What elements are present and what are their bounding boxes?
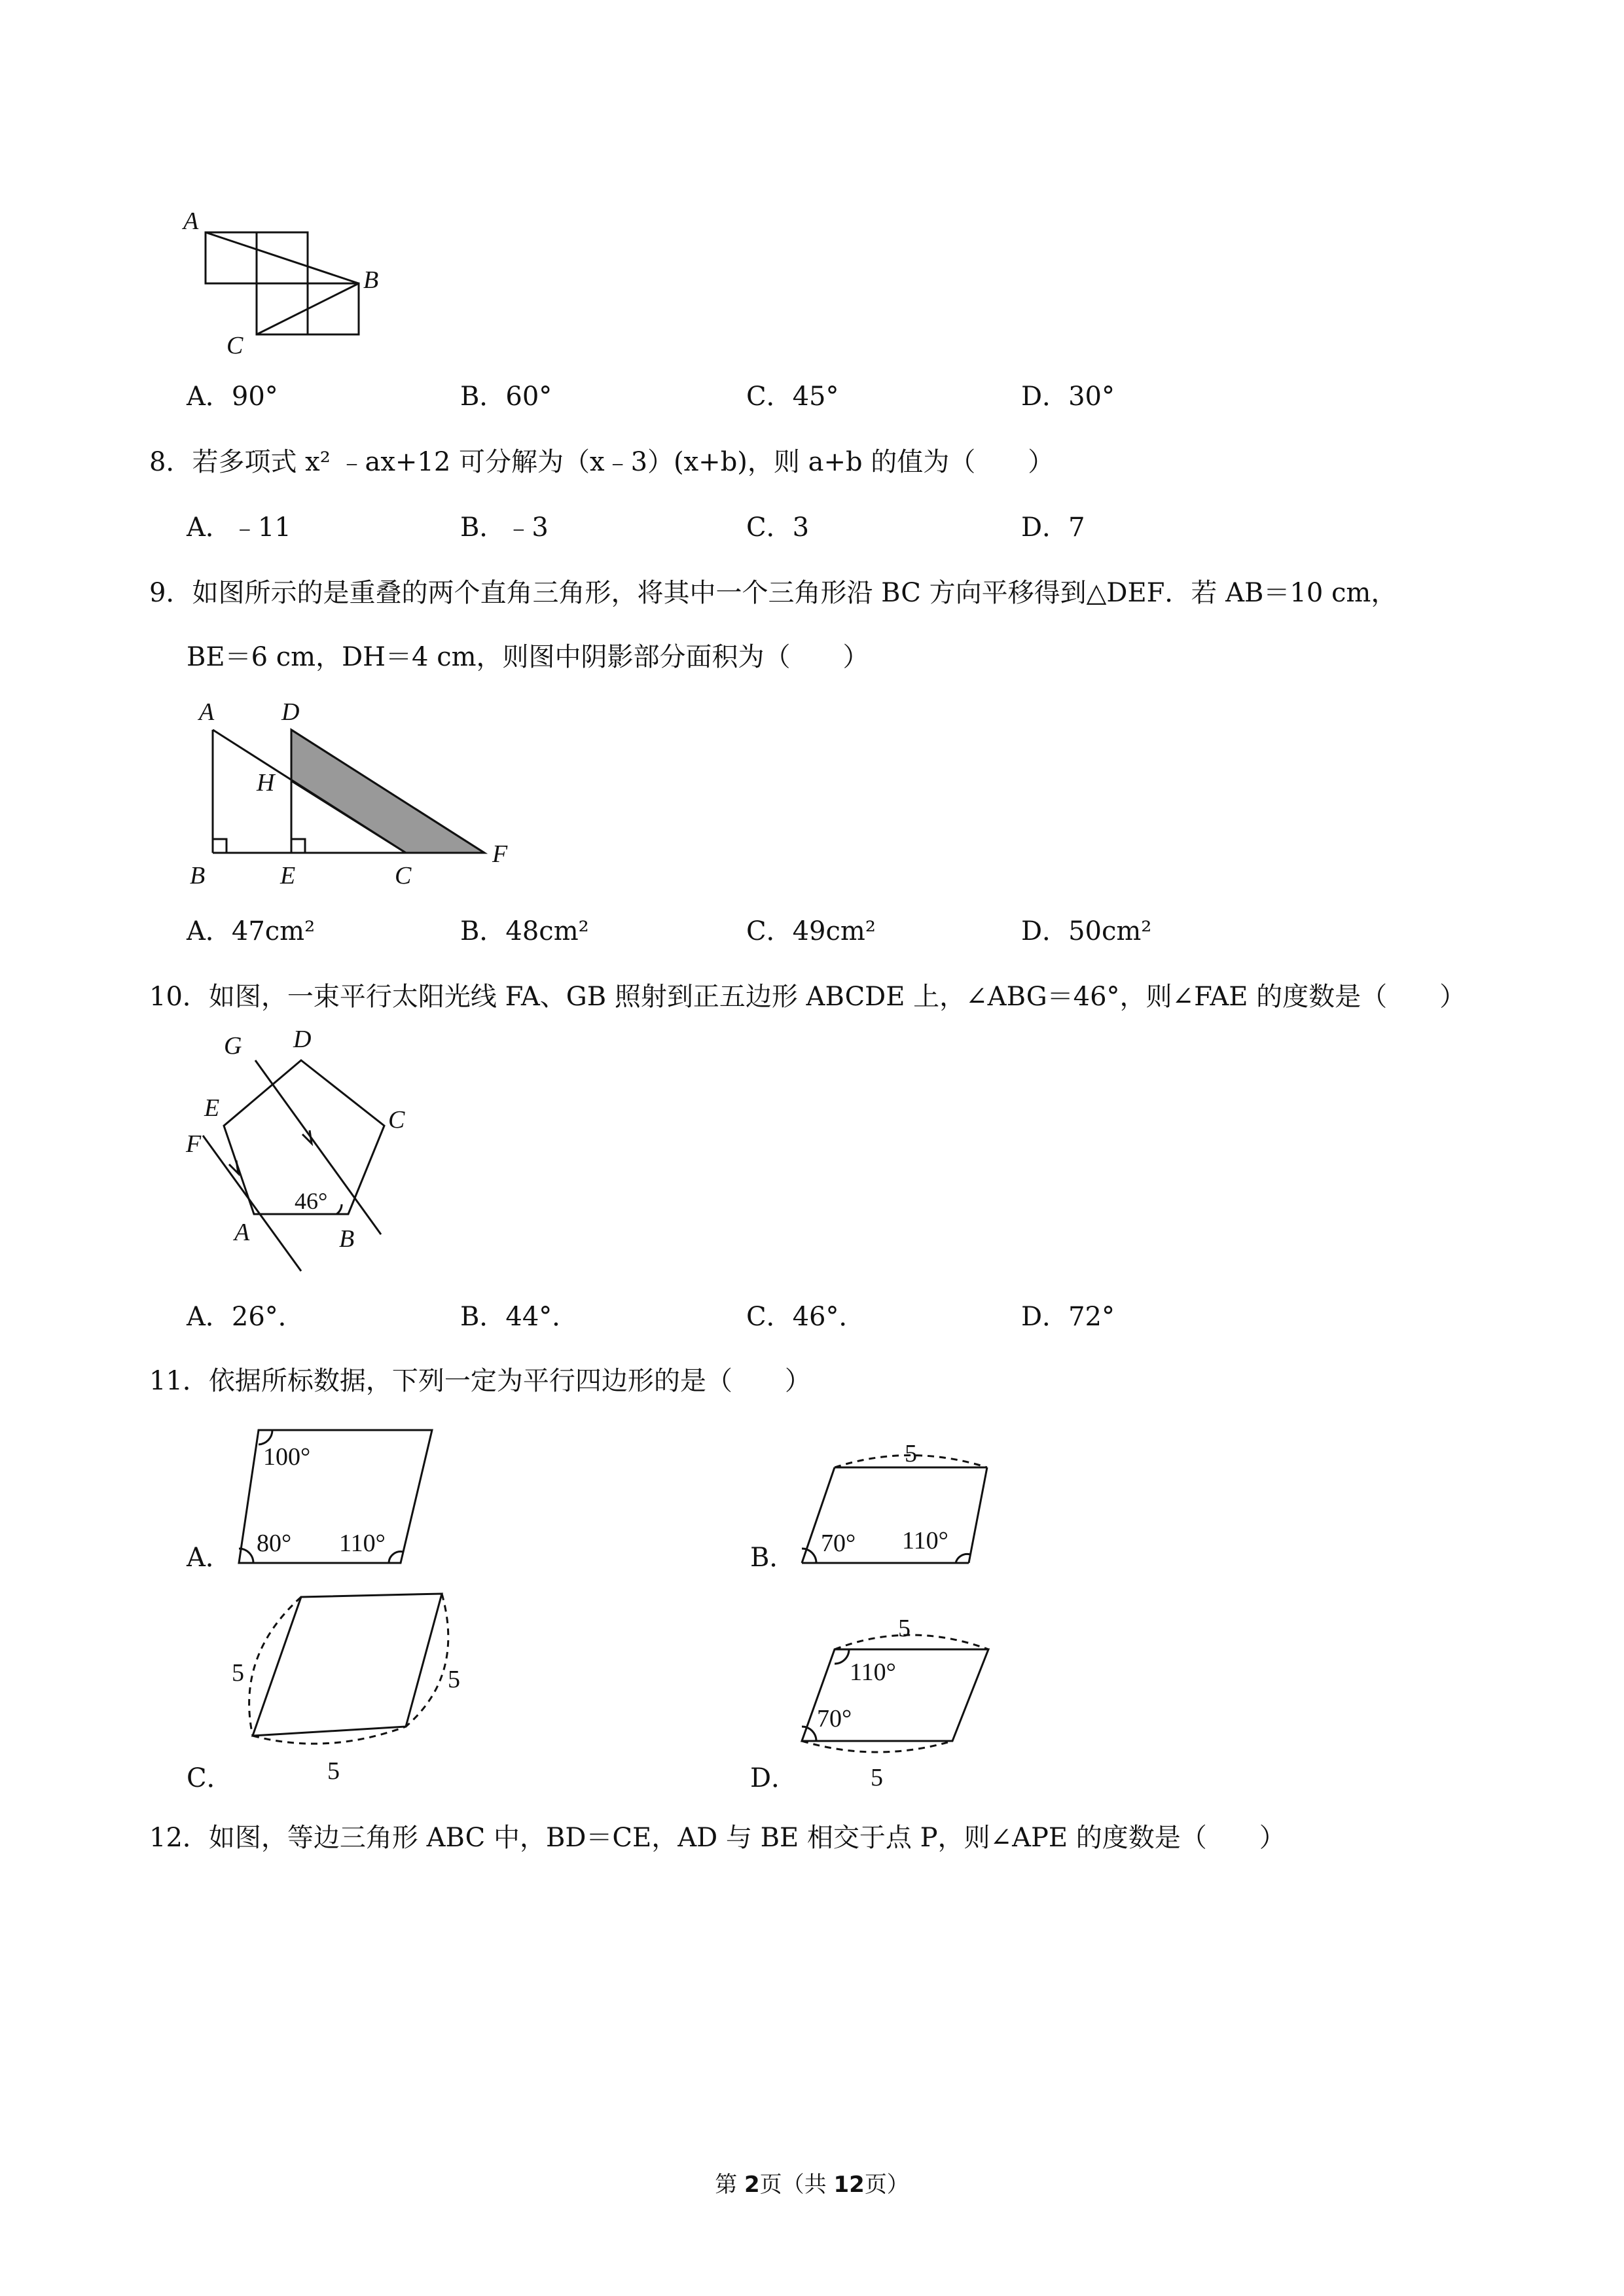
q11-option-c-label[interactable]: C．: [187, 1763, 233, 1793]
q10-label-g: G: [224, 1032, 242, 1060]
footer-total-pages: 12: [833, 2172, 865, 2198]
q8-option-a[interactable]: A．﹣11: [187, 512, 291, 543]
q10-label-d: D: [293, 1026, 312, 1053]
q7-label-b: B: [363, 266, 379, 294]
q11-a-angle-100: 100°: [263, 1443, 311, 1471]
q9-label-f: F: [492, 840, 508, 868]
q9-label-d: D: [281, 698, 300, 726]
q10-option-b[interactable]: B．44°．: [460, 1302, 579, 1332]
q11-option-d-label[interactable]: D．: [750, 1763, 798, 1793]
q11-a-angle-110: 110°: [339, 1530, 386, 1557]
q7-figure: [177, 196, 399, 367]
q8-option-b[interactable]: B．﹣3: [460, 512, 549, 543]
footer-middle: 页（共: [759, 2172, 834, 2198]
footer-suffix: 页）: [864, 2172, 909, 2198]
q10-option-c[interactable]: C．46°．: [746, 1302, 865, 1332]
q9-option-b[interactable]: B．48cm²: [460, 916, 589, 946]
q11-c-side-left: 5: [232, 1659, 244, 1687]
q11-option-b-label[interactable]: B．: [750, 1543, 796, 1573]
q11-d-angle-70: 70°: [817, 1705, 852, 1732]
q12-question: 12．如图，等边三角形 ABC 中，BD＝CE，AD 与 BE 相交于点 P，则∠APE 的度数是（ ）: [149, 1823, 1286, 1853]
q10-label-b: B: [339, 1225, 355, 1253]
q9-label-a: A: [199, 698, 215, 726]
q11-b-side-5: 5: [905, 1440, 917, 1467]
q9-question-line1: 9．如图所示的是重叠的两个直角三角形，将其中一个三角形沿 BC 方向平移得到△DEF．若 AB＝10 cm，: [149, 578, 1398, 608]
q11-d-side-bottom: 5: [871, 1764, 883, 1791]
footer-prefix: 第: [715, 2172, 744, 2198]
q10-option-d[interactable]: D．72°: [1021, 1302, 1115, 1332]
q7-option-c[interactable]: C．45°: [746, 382, 839, 412]
q11-d-angle-110: 110°: [850, 1659, 896, 1686]
q10-label-e: E: [204, 1094, 220, 1122]
q8-option-c[interactable]: C．3: [746, 512, 810, 543]
footer-page-number: 2: [744, 2172, 760, 2198]
q7-label-a: A: [183, 207, 199, 235]
q7-option-d[interactable]: D．30°: [1021, 382, 1115, 412]
q8-question: 8．若多项式 x² ﹣ax+12 可分解为（x﹣3）(x+b)，则 a+b 的值为（ ）: [149, 447, 1055, 477]
q10-label-f: F: [186, 1130, 202, 1158]
q9-label-b: B: [190, 862, 206, 889]
q7-option-a[interactable]: A．90°: [187, 382, 278, 412]
q11-question: 11．依据所标数据，下列一定为平行四边形的是（ ）: [149, 1366, 811, 1396]
q8-option-d[interactable]: D．7: [1021, 512, 1085, 543]
q11-c-side-right: 5: [448, 1666, 460, 1693]
q11-option-b-figure[interactable]: [792, 1427, 1001, 1571]
q11-a-angle-80: 80°: [257, 1530, 292, 1557]
q10-label-a: A: [234, 1219, 250, 1246]
q11-option-c-figure[interactable]: [229, 1584, 471, 1787]
q11-b-angle-70: 70°: [821, 1530, 856, 1557]
q9-figure: [177, 694, 543, 890]
page-footer: [0, 2166, 1624, 2198]
q7-option-b[interactable]: B．60°: [460, 382, 552, 412]
q9-option-d[interactable]: D．50cm²: [1021, 916, 1152, 946]
q7-label-c: C: [226, 332, 244, 359]
q9-option-c[interactable]: C．49cm²: [746, 916, 876, 946]
q9-label-c: C: [395, 862, 412, 889]
q10-option-a[interactable]: A．26°．: [187, 1302, 304, 1332]
q11-option-a-figure[interactable]: [229, 1420, 452, 1571]
q10-label-c: C: [388, 1106, 405, 1134]
q11-option-d-figure[interactable]: [792, 1597, 1008, 1793]
q11-d-side-top: 5: [898, 1615, 911, 1642]
q10-figure: [177, 1021, 439, 1270]
q11-option-a-label[interactable]: A．: [187, 1543, 232, 1573]
q9-label-e: E: [280, 862, 296, 889]
q9-label-h: H: [257, 769, 275, 797]
q11-b-angle-110: 110°: [902, 1527, 948, 1554]
q11-c-side-bottom: 5: [327, 1757, 340, 1785]
q9-option-a[interactable]: A．47cm²: [187, 916, 316, 946]
q9-question-line2: BE＝6 cm，DH＝4 cm，则图中阴影部分面积为（ ）: [187, 642, 869, 672]
q10-question: 10．如图，一束平行太阳光线 FA、GB 照射到正五边形 ABCDE 上，∠ABG＝46°，则∠FAE 的度数是（ ）: [149, 982, 1466, 1012]
q10-angle-label: 46°: [295, 1188, 328, 1214]
